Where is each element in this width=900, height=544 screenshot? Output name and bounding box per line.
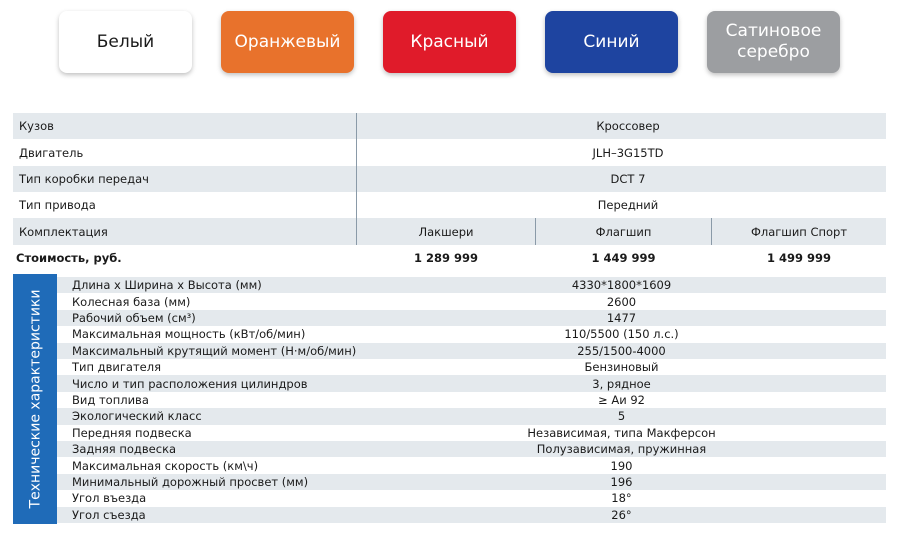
general-row-engine xyxy=(13,139,886,166)
trim-row xyxy=(13,218,886,245)
color-label: Белый xyxy=(96,31,155,52)
color-swatch-red[interactable] xyxy=(383,11,516,73)
spec-label: Число и тип расположения цилиндров xyxy=(72,376,308,391)
color-label: Синий xyxy=(583,31,640,52)
row-label: Двигатель xyxy=(19,145,84,160)
spec-row-eco-class xyxy=(57,408,886,424)
divider xyxy=(356,166,357,192)
spec-label: Колесная база (мм) xyxy=(72,294,191,309)
spec-value: 255/1500-4000 xyxy=(577,343,666,358)
color-swatch-white[interactable] xyxy=(59,11,192,73)
spec-value: 190 xyxy=(610,458,633,473)
spec-row-approach-angle xyxy=(57,490,886,506)
spec-row-departure-angle xyxy=(57,507,886,523)
spec-label: Угол съезда xyxy=(72,507,146,522)
specs-section-label xyxy=(13,274,57,524)
spec-value: 196 xyxy=(610,474,633,489)
divider xyxy=(356,192,357,218)
spec-row-torque xyxy=(57,343,886,359)
spec-label: Экологический класс xyxy=(72,409,202,424)
trim-option-luxury[interactable]: Лакшери xyxy=(418,224,474,239)
spec-value: 5 xyxy=(617,409,626,424)
color-label: Сатиновое серебро xyxy=(725,21,822,62)
color-swatch-blue[interactable] xyxy=(545,11,678,73)
spec-value: 18° xyxy=(611,491,632,506)
divider xyxy=(356,113,357,139)
spec-row-front-suspension xyxy=(57,425,886,441)
row-value: Передний xyxy=(597,198,659,212)
spec-row-rear-suspension xyxy=(57,441,886,457)
spec-row-engine-type xyxy=(57,359,886,375)
price-label: Стоимость, руб. xyxy=(16,250,122,265)
general-row-drive xyxy=(13,192,886,218)
spec-row-power xyxy=(57,326,886,342)
spec-row-wheelbase xyxy=(57,293,886,309)
general-row-body xyxy=(13,113,886,139)
spec-value: ≥ Аи 92 xyxy=(598,392,645,407)
spec-value: 4330*1800*1609 xyxy=(571,278,672,293)
specs-title: Технические характеристики xyxy=(27,289,44,509)
spec-value: 3, рядное xyxy=(592,376,651,391)
spec-label: Передняя подвеска xyxy=(72,425,192,440)
spec-value: Полузависимая, пружинная xyxy=(536,442,707,457)
spec-value: 2600 xyxy=(606,294,637,309)
color-swatch-orange[interactable] xyxy=(221,11,354,73)
spec-label: Тип двигателя xyxy=(72,360,162,375)
spec-label: Вид топлива xyxy=(72,392,149,407)
color-label: Оранжевый xyxy=(234,31,341,52)
row-value: Кроссовер xyxy=(596,119,660,133)
price-flagship-sport: 1 499 999 xyxy=(766,250,832,265)
spec-row-displacement xyxy=(57,310,886,326)
trim-option-flagship[interactable]: Флагшип xyxy=(595,224,652,239)
trim-label: Комплектация xyxy=(19,224,108,239)
row-label: Тип привода xyxy=(19,198,96,212)
spec-value: Независимая, типа Макферсон xyxy=(527,425,716,440)
spec-label: Задняя подвеска xyxy=(72,442,177,457)
spec-value: Бензиновый xyxy=(584,360,659,375)
price-luxury: 1 289 999 xyxy=(413,250,479,265)
spec-value: 110/5500 (150 л.с.) xyxy=(564,327,679,342)
spec-label: Максимальная скорость (км\ч) xyxy=(72,458,259,473)
spec-label: Минимальный дорожный просвет (мм) xyxy=(72,474,309,489)
row-value: JLH–3G15TD xyxy=(592,145,664,160)
divider xyxy=(356,139,357,166)
spec-row-cylinders xyxy=(57,375,886,391)
spec-value: 1477 xyxy=(606,310,637,325)
spec-row-max-speed xyxy=(57,457,886,473)
spec-label: Максимальный крутящий момент (Н·м/об/мин) xyxy=(72,343,357,358)
general-row-gearbox xyxy=(13,166,886,192)
row-value: DCT 7 xyxy=(610,172,646,186)
row-label: Кузов xyxy=(19,119,54,133)
spec-row-fuel xyxy=(57,392,886,408)
spec-label: Угол въезда xyxy=(72,491,147,506)
trim-option-flagship-sport[interactable]: Флагшип Спорт xyxy=(750,224,848,239)
price-flagship: 1 449 999 xyxy=(591,250,656,265)
spec-label: Рабочий объем (см³) xyxy=(72,310,196,325)
color-swatch-silver[interactable] xyxy=(707,11,840,73)
spec-value: 26° xyxy=(611,507,632,522)
price-row xyxy=(13,245,886,270)
color-label: Красный xyxy=(410,31,489,52)
spec-row-ground-clearance xyxy=(57,474,886,490)
spec-label: Длина х Ширина х Высота (мм) xyxy=(72,278,262,293)
spec-row-dimensions xyxy=(57,277,886,293)
row-label: Тип коробки передач xyxy=(19,172,149,186)
spec-label: Максимальная мощность (кВт/об/мин) xyxy=(72,327,306,342)
